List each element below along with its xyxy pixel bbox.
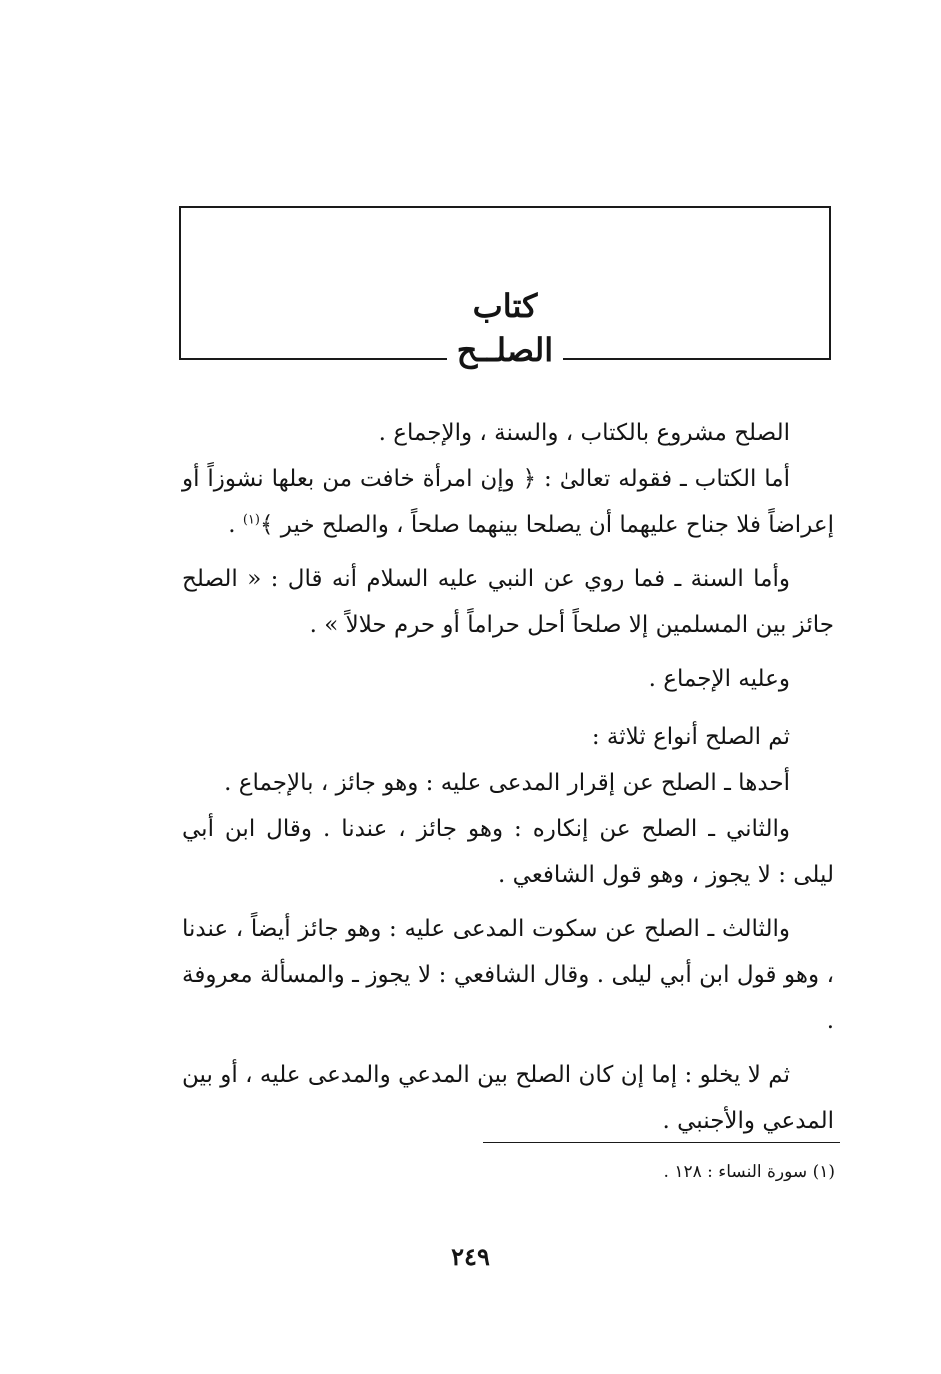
body-text xyxy=(182,410,834,1144)
chapter-title-subject-wrap xyxy=(181,330,829,370)
paragraph-3: وأما السنة ـ فما روي عن النبي عليه السلام أنه قال : « الصلح جائز بين المسلمين إلا صلحاً أحل حراماً أو حرم حلالاً » . xyxy=(182,566,834,638)
paragraph-7: والثاني ـ الصلح عن إنكاره : وهو جائز ، عندنا . وقال ابن أبي ليلى : لا يجوز ، وهو قول الشافعي . xyxy=(182,816,834,888)
footnote: (١) سورة النساء : ١٢٨ . xyxy=(663,1162,835,1182)
paragraph-9: ثم لا يخلو : إما إن كان الصلح بين المدعي والمدعى عليه ، أو بين المدعي والأجنبي . xyxy=(182,1062,834,1134)
paragraph-4: وعليه الإجماع . xyxy=(648,666,790,692)
paragraph-6: أحدها ـ الصلح عن إقرار المدعى عليه : وهو جائز ، بالإجماع . xyxy=(224,770,790,796)
footnote-divider xyxy=(483,1142,840,1143)
paragraph-8: والثالث ـ الصلح عن سكوت المدعى عليه : وهو جائز أيضاً ، عندنا ، وهو قول ابن أبي ليلى . وقال الشافعي : لا يجوز ـ والمسألة معروفة . xyxy=(182,916,834,1034)
chapter-title-frame xyxy=(179,206,831,369)
paragraph-5: ثم الصلح أنواع ثلاثة : xyxy=(591,724,790,750)
paragraph-2: أما الكتاب ـ فقوله تعالىٰ : ﴿ وإن امرأة خافت من بعلها نشوزاً أو إعراضاً فلا جناح عليهما أن يصلحا بينهما صلحاً ، والصلح خير ﴾$^{(١)}$ . xyxy=(182,466,834,538)
chapter-title-subject: الصلــح xyxy=(447,330,563,370)
page-number: ٢٤٩ xyxy=(451,1242,490,1271)
chapter-title-kitab: كتاب xyxy=(472,287,538,325)
paragraph-1: الصلح مشروع بالكتاب ، والسنة ، والإجماع . xyxy=(378,420,790,446)
footnote-marker: (١) xyxy=(242,512,260,528)
